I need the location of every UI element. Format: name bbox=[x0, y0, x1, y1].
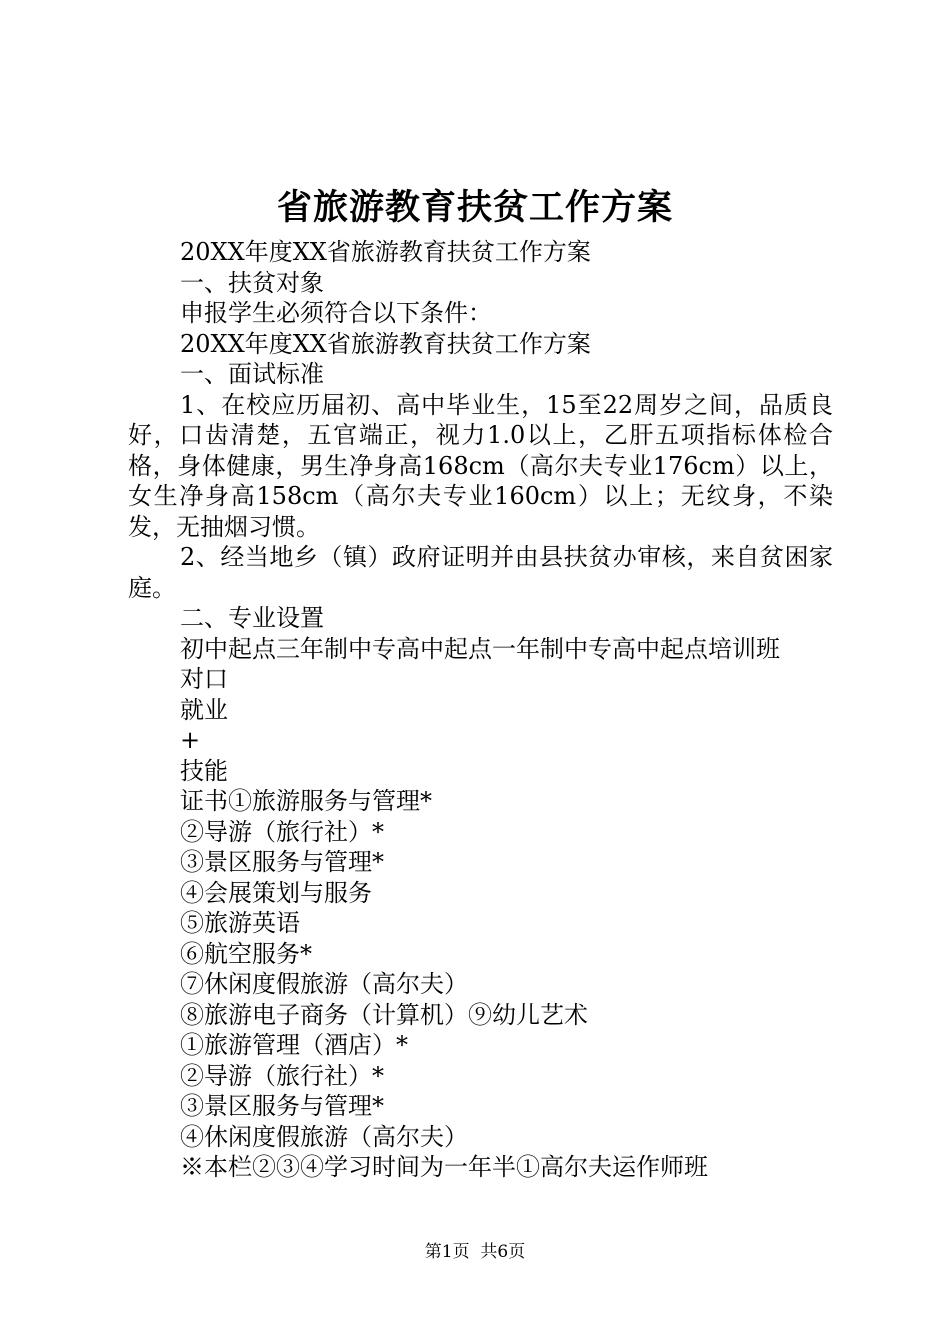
page-total: 共6页 bbox=[480, 1242, 526, 1262]
heading-interview-standard: 一、面试标准 bbox=[180, 360, 324, 388]
list-item: ③景区服务与管理* bbox=[180, 848, 384, 876]
list-item: ④休闲度假旅游（高尔夫） bbox=[180, 1122, 468, 1151]
note-line: ※本栏②③④学习时间为一年半①高尔夫运作师班 bbox=[180, 1153, 708, 1181]
list-item: ②导游（旅行社）* bbox=[180, 817, 384, 846]
paragraph-conditions: 申报学生必须符合以下条件： bbox=[180, 299, 492, 327]
list-item: ⑥航空服务* bbox=[180, 939, 312, 968]
list-item: 就业 bbox=[180, 695, 228, 724]
page-number: 第1页 bbox=[424, 1242, 470, 1262]
table-header-row: 初中起点三年制中专高中起点一年制中专高中起点培训班 bbox=[180, 634, 780, 663]
list-item: ②导游（旅行社）* bbox=[180, 1061, 384, 1090]
document-title: 省旅游教育扶贫工作方案 bbox=[276, 187, 673, 228]
paragraph-plan-name-repeat: 20XX年度XX省旅游教育扶贫工作方案 bbox=[180, 329, 591, 358]
heading-major-setup: 二、专业设置 bbox=[180, 604, 324, 632]
list-item: ⑤旅游英语 bbox=[180, 909, 300, 937]
list-item: 对口 bbox=[180, 665, 228, 693]
list-item: ⑧旅游电子商务（计算机）⑨幼儿艺术 bbox=[180, 1000, 588, 1029]
list-item: 技能 bbox=[180, 756, 228, 785]
paragraph-plan-name: 20XX年度XX省旅游教育扶贫工作方案 bbox=[180, 238, 591, 266]
paragraph-standard-2: 2、经当地乡（镇）政府证明并由县扶贫办审核，来自贫困家庭。 bbox=[128, 543, 833, 602]
list-item: ⑦休闲度假旅游（高尔夫） bbox=[180, 970, 468, 998]
heading-target: 一、扶贫对象 bbox=[180, 268, 324, 297]
list-item: 证书①旅游服务与管理* bbox=[180, 787, 432, 815]
list-item: ③景区服务与管理* bbox=[180, 1092, 384, 1120]
paragraph-standard-1: 1、在校应历届初、高中毕业生，15至22周岁之间，品质良好，口齿清楚，五官端正，视力1.0以上，乙肝五项指标体检合格，身体健康，男生净身高168cm（高尔夫专业176cm）以上，女生净身高158cm（高尔夫专业160cm）以上；无纹身，不染发，无抽烟习惯。 bbox=[128, 390, 833, 541]
page-footer bbox=[0, 1240, 950, 1264]
list-item: + bbox=[180, 726, 201, 754]
list-item: ①旅游管理（酒店）* bbox=[180, 1031, 408, 1059]
list-item: ④会展策划与服务 bbox=[180, 878, 372, 907]
document-body bbox=[128, 237, 833, 1183]
